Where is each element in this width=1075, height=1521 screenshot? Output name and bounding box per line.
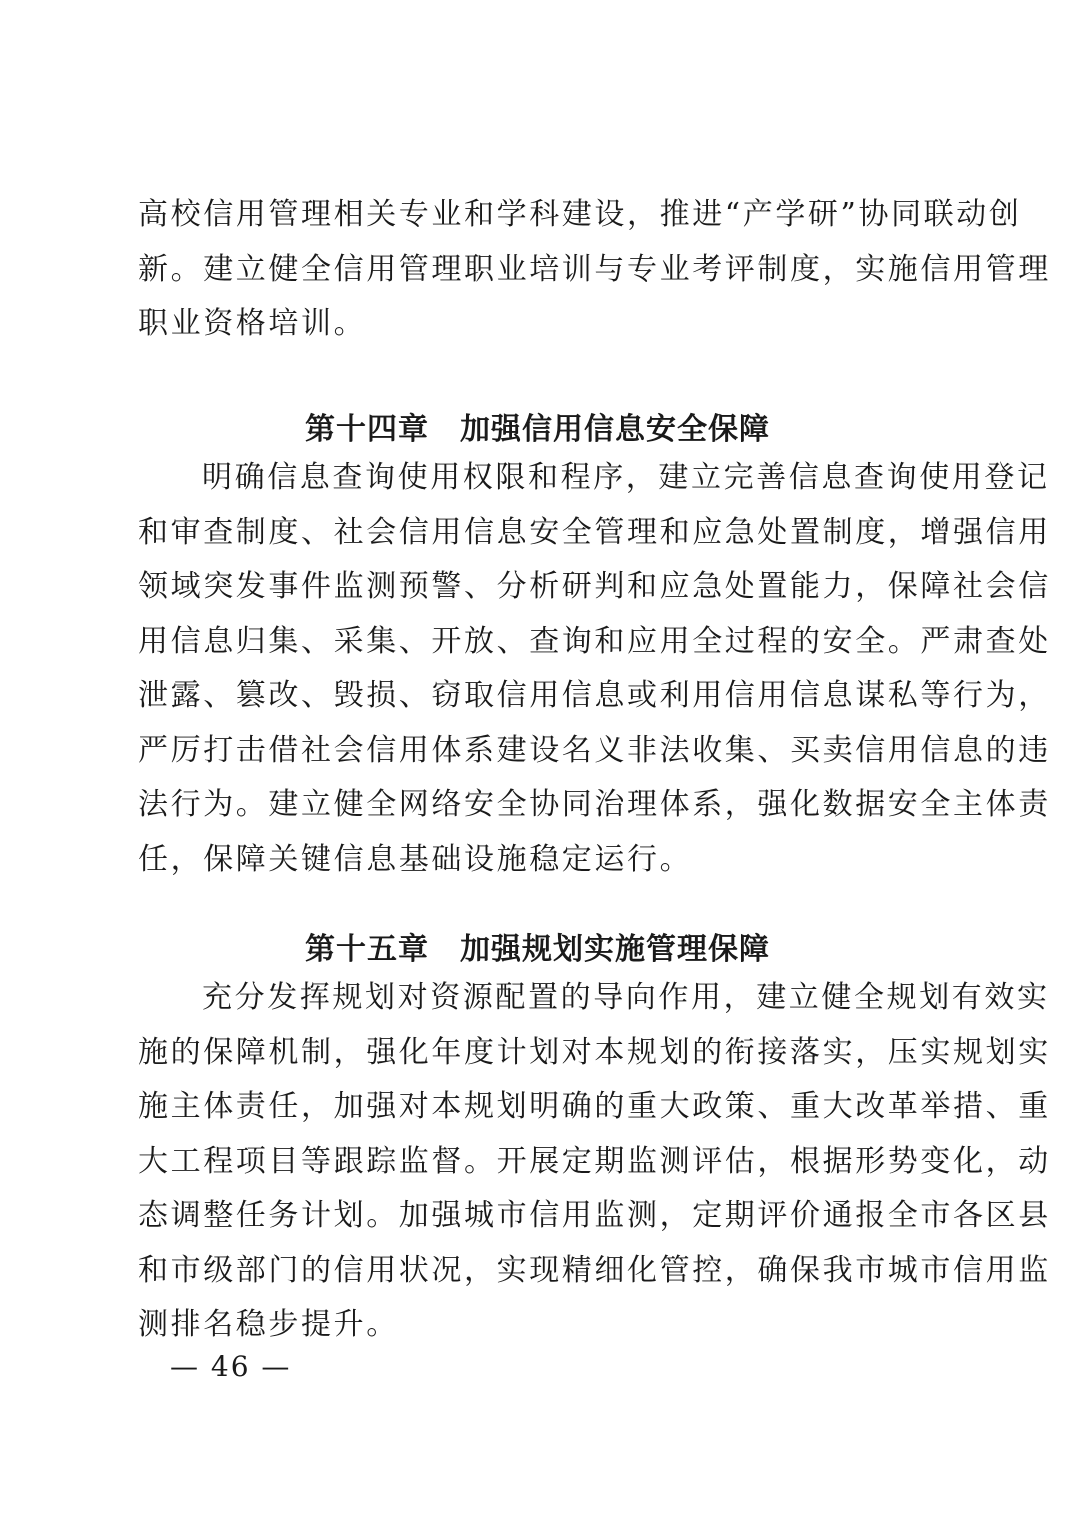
paragraph-line: 施的保障机制，强化年度计划对本规划的衔接落实，压实规划实 (138, 1034, 1051, 1070)
paragraph-line: 大工程项目等跟踪监督。开展定期监测评估，根据形势变化，动 (138, 1143, 1051, 1179)
paragraph-line: 用信息归集、采集、开放、查询和应用全过程的安全。严肃查处 (138, 623, 1051, 659)
paragraph-line: 测排名稳步提升。 (138, 1307, 399, 1342)
paragraph-line: 和市级部门的信用状况，实现精细化管控，确保我市城市信用监 (138, 1252, 1051, 1288)
paragraph-line: 高校信用管理相关专业和学科建设，推进“产学研”协同联动创 (138, 197, 1022, 232)
chapter-15-paragraph (138, 971, 1051, 1353)
paragraph-line: 态调整任务计划。加强城市信用监测，定期评价通报全市各区县 (138, 1198, 1051, 1233)
paragraph-line: 严厉打击借社会信用体系建设名义非法收集、买卖信用信息的违 (138, 732, 1051, 768)
paragraph-line: 明确信息查询使用权限和程序，建立完善信息查询使用登记 (202, 460, 1050, 495)
paragraph-line: 和审查制度、社会信用信息安全管理和应急处置制度，增强信用 (138, 514, 1051, 550)
paragraph-line: 泄露、篡改、毁损、窃取信用信息或利用信用信息谋私等行为， (138, 678, 1051, 713)
paragraph-line: 法行为。建立健全网络安全协同治理体系，强化数据安全主体责 (138, 787, 1051, 822)
paragraph-line: 施主体责任，加强对本规划明确的重大政策、重大改革举措、重 (138, 1089, 1051, 1124)
chapter-14-paragraph (138, 451, 1051, 887)
chapter-15-heading: 第十五章 加强规划实施管理保障 (305, 932, 770, 967)
paragraph-line: 职业资格培训。 (138, 306, 367, 341)
page-number: — 46 — (170, 1350, 292, 1383)
paragraph-line: 任，保障关键信息基础设施稳定运行。 (138, 841, 693, 877)
paragraph-line: 领域突发事件监测预警、分析研判和应急处置能力，保障社会信 (138, 569, 1051, 604)
chapter-14-heading: 第十四章 加强信用信息安全保障 (305, 412, 770, 447)
paragraph-line: 充分发挥规划对资源配置的导向作用，建立健全规划有效实 (202, 980, 1050, 1015)
paragraph-line: 新。建立健全信用管理职业培训与专业考评制度，实施信用管理 (138, 251, 1051, 287)
intro-paragraph (138, 188, 1051, 352)
